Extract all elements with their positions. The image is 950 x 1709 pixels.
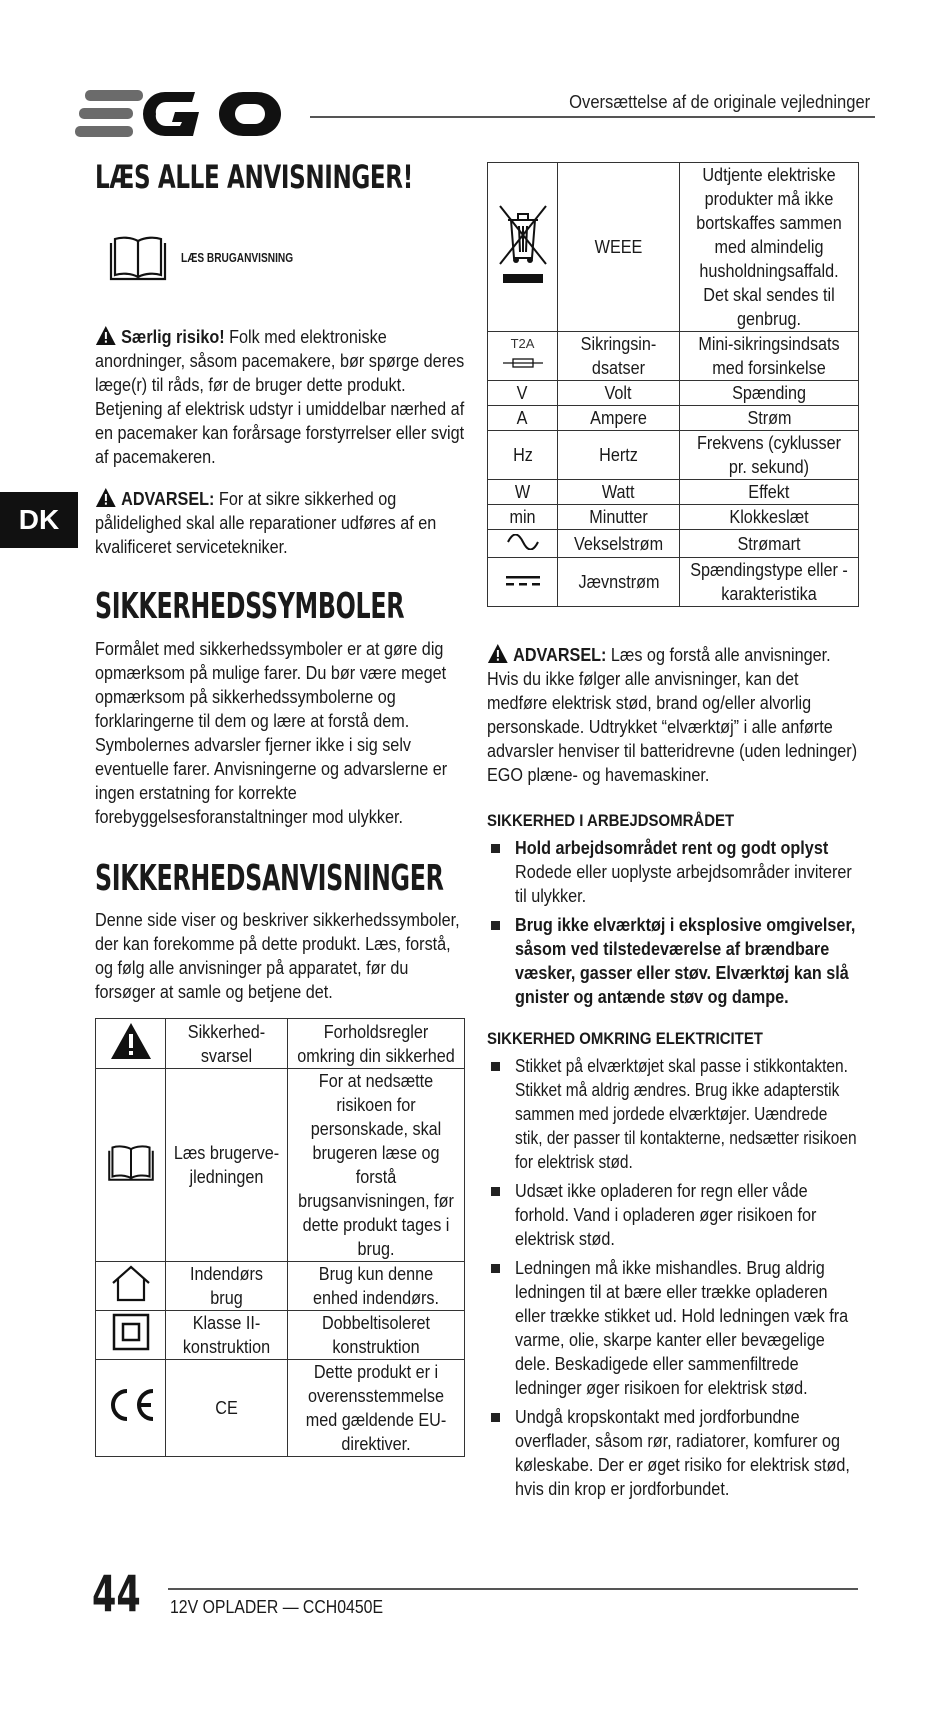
unit-desc: Effekt [680,480,859,505]
right-column [487,162,859,1501]
table-row [488,406,859,431]
manual-label: LÆS BRUGANVISNING [181,249,294,265]
symbol-cell [488,530,558,558]
read-all-heading: LÆS ALLE ANVISNINGER! [95,158,413,196]
warning-triangle-icon [109,1021,153,1061]
table-row [96,1019,465,1069]
special-risk-label: Særlig risiko! [121,327,225,348]
symbol-name: Klasse II-konstruktion [166,1311,288,1360]
table-row [96,1360,465,1457]
header-title: Oversættelse af de originale vejledninger [568,92,870,112]
unit-name: Volt [558,381,680,406]
unit-symbol: V [488,381,558,406]
table-row [488,381,859,406]
unit-symbol: min [488,505,558,530]
unit-desc: Mini-sikringsindsats med forsinkelse [680,332,859,381]
table-row [96,1262,465,1311]
table-row [488,431,859,480]
symbol-desc: Dette produkt er i overensstemmelse med gældende EU-direktiver. [288,1360,465,1457]
unit-name: Minutter [558,505,680,530]
right-warning-paragraph [487,643,859,787]
symbol-desc: Brug kun denne enhed indendørs. [288,1262,465,1311]
right-warning-text: Læs og forstå alle anvisninger. Hvis du ikke følger alle anvisninger, kan det medføre elektrisk stød, brand og/eller alvorlig personskade. Udtrykket “elværktøj” i alle anførte advarsler henviser til batteridrevne (uden ledninger) EGO plæne- og havemaskiner. [487,645,858,785]
table-row [488,558,859,607]
list-item: Stikket på elværktøjet skal passe i stikkontakten. Stikket må aldrig ændres. Brug ikke adapterstik sammen med jordede elværktøjer. Uændrede stik, der passer til kontakterne, nedsætter risikoen for elektrisk stød. [487,1054,859,1174]
special-risk-paragraph [95,325,465,469]
unit-name: Watt [558,480,680,505]
warning-triangle-icon [95,325,117,346]
symbol-name: CE [166,1360,288,1457]
page-number: 44 [92,1565,141,1623]
safety-symbols-heading: SIKKERHEDSSYMBOLER [95,586,405,628]
manual-book-icon [107,233,169,281]
symbol-cell [488,332,558,381]
safety-instructions-text: Denne side viser og beskriver sikkerhedssymboler, der kan forekomme på dette produkt. Læs, forstå, og følg alle anvisninger på apparatet, før du forsøger at samle og betjene det. [95,910,460,1003]
symbol-cell [96,1360,166,1457]
dc-symbol-icon [505,574,541,588]
unit-desc: Spænding [680,381,859,406]
footer-product: 12V OPLADER — CCH0450E [170,1597,384,1617]
electrical-safety-heading: SIKKERHED OMKRING ELEKTRICITET [487,1029,763,1048]
unit-name: Sikringsin-dsatser [558,332,680,381]
language-tab: DK [0,492,78,548]
list-item: Udsæt ikke opladeren for regn eller våde forhold. Vand i opladeren øger risikoen for elektrisk stød. [487,1179,859,1251]
unit-desc: Spændingstype eller -karakteristika [680,558,859,607]
unit-name: Jævnstrøm [558,558,680,607]
symbol-desc: Dobbeltisoleret konstruktion [288,1311,465,1360]
symbol-cell [488,558,558,607]
warning-triangle-icon [95,487,117,508]
warning-paragraph [95,487,465,559]
electrical-safety-list [487,1054,859,1501]
symbol-name: Sikkerhed-svarsel [166,1019,288,1069]
warning-label: ADVARSEL: [121,489,215,510]
unit-desc: Udtjente elektriske produkter må ikke bortskaffes sammen med almindelig husholdningsaffald. Det skal sendes til genbrug. [680,163,859,332]
header-rule [310,116,875,118]
double-square-icon [111,1312,151,1352]
special-risk-text: Folk med elektroniske anordninger, såsom pacemakere, bør spørge deres læge(r) til råds, før de bruger dette produkt. Betjening af elektrisk udstyr i umiddelbar nærhed af en pacemaker kan forårsage forstyrrelser eller svigt af pacemakeren. [95,327,465,468]
unit-name: Ampere [558,406,680,431]
symbol-cell [96,1019,166,1069]
unit-name: Vekselstrøm [558,530,680,558]
left-column [95,160,465,1457]
table-row [488,163,859,332]
symbol-desc: Forholdsregler omkring din sikkerhed [288,1019,465,1069]
unit-desc: Klokkeslæt [680,505,859,530]
symbol-cell [488,163,558,332]
unit-name: WEEE [558,163,680,332]
work-area-heading: SIKKERHED I ARBEJDSOMRÅDET [487,811,735,830]
symbol-name: Indendørs brug [166,1262,288,1311]
safety-instructions-heading: SIKKERHEDSANVISNINGER [95,857,444,899]
unit-symbol: Hz [488,431,558,480]
unit-symbol-table [487,162,859,607]
list-item: Brug ikke elværktøj i eksplosive omgivelser, såsom ved tilstedeværelse af brændbare væsker, gasser eller støv. Elværktøj kan slå gnister og antænde støv og dampe. [487,913,859,1009]
symbol-cell [96,1069,166,1262]
list-item: Ledningen må ikke mishandles. Brug aldrig ledningen til at bære eller trække opladeren eller trække stikket ud. Hold ledningen væk fra varme, olie, skarpe kanter eller bevægelige dele. Beskadigede eller sammenfiltrede ledninger øger risikoen for elektrisk stød. [487,1256,859,1400]
right-warning-label: ADVARSEL: [513,645,607,665]
table-row [488,332,859,381]
unit-symbol: W [488,480,558,505]
ac-wave-icon [506,534,540,550]
manual-book-icon [106,1142,156,1182]
house-icon [109,1263,153,1303]
safety-symbol-table [95,1018,465,1457]
safety-symbols-text: Formålet med sikkerhedssymboler er at gøre dig opmærksom på mulige farer. Du bør være meget opmærksom på sikkerhedssymbolerne og forklaringerne til dem og lære at forstå dem. Symbolernes advarsler fjerner ikke i sig selv eventuelle farer. Anvisningerne og advarslerne er ingen erstatning for korrekte forebyggelsesforanstaltninger mod ulykker. [95,638,448,827]
work-area-list [487,836,859,1009]
unit-desc: Strøm [680,406,859,431]
table-row [488,505,859,530]
unit-desc: Frekvens (cyklusser pr. sekund) [680,431,859,480]
list-item: Undgå kropskontakt med jordforbundne overflader, såsom rør, radiatorer, komfurer og køleskabe. Der er øget risiko for elektrisk stød, hvis din krop er jordforbundet. [487,1405,859,1501]
symbol-cell [96,1311,166,1360]
fuse-label: T2A [510,336,535,351]
warning-triangle-icon [487,643,509,664]
ego-logo [75,88,290,140]
table-row [96,1311,465,1360]
warning-text: For at sikre sikkerhed og pålidelighed skal alle reparationer udføres af en kvalificeret servicetekniker. [95,489,437,558]
table-row [488,480,859,505]
ce-mark-icon [103,1385,159,1425]
weee-bin-icon [494,202,552,286]
footer-rule [168,1588,858,1590]
list-item: Hold arbejdsområdet rent og godt oplyst Rodede eller uoplyste arbejdsområder inviterer til ulykker. [487,836,859,908]
unit-symbol: A [488,406,558,431]
fuse-icon [503,357,543,369]
table-row [96,1069,465,1262]
manual-notice [107,233,465,281]
unit-name: Hertz [558,431,680,480]
unit-desc: Strømart [680,530,859,558]
symbol-cell [96,1262,166,1311]
symbol-desc: For at nedsætte risikoen for personskade, skal brugeren læse og forstå brugsanvisningen, før dette produkt tages i brug. [288,1069,465,1262]
symbol-name: Læs brugerve-jledningen [166,1069,288,1262]
table-row [488,530,859,558]
